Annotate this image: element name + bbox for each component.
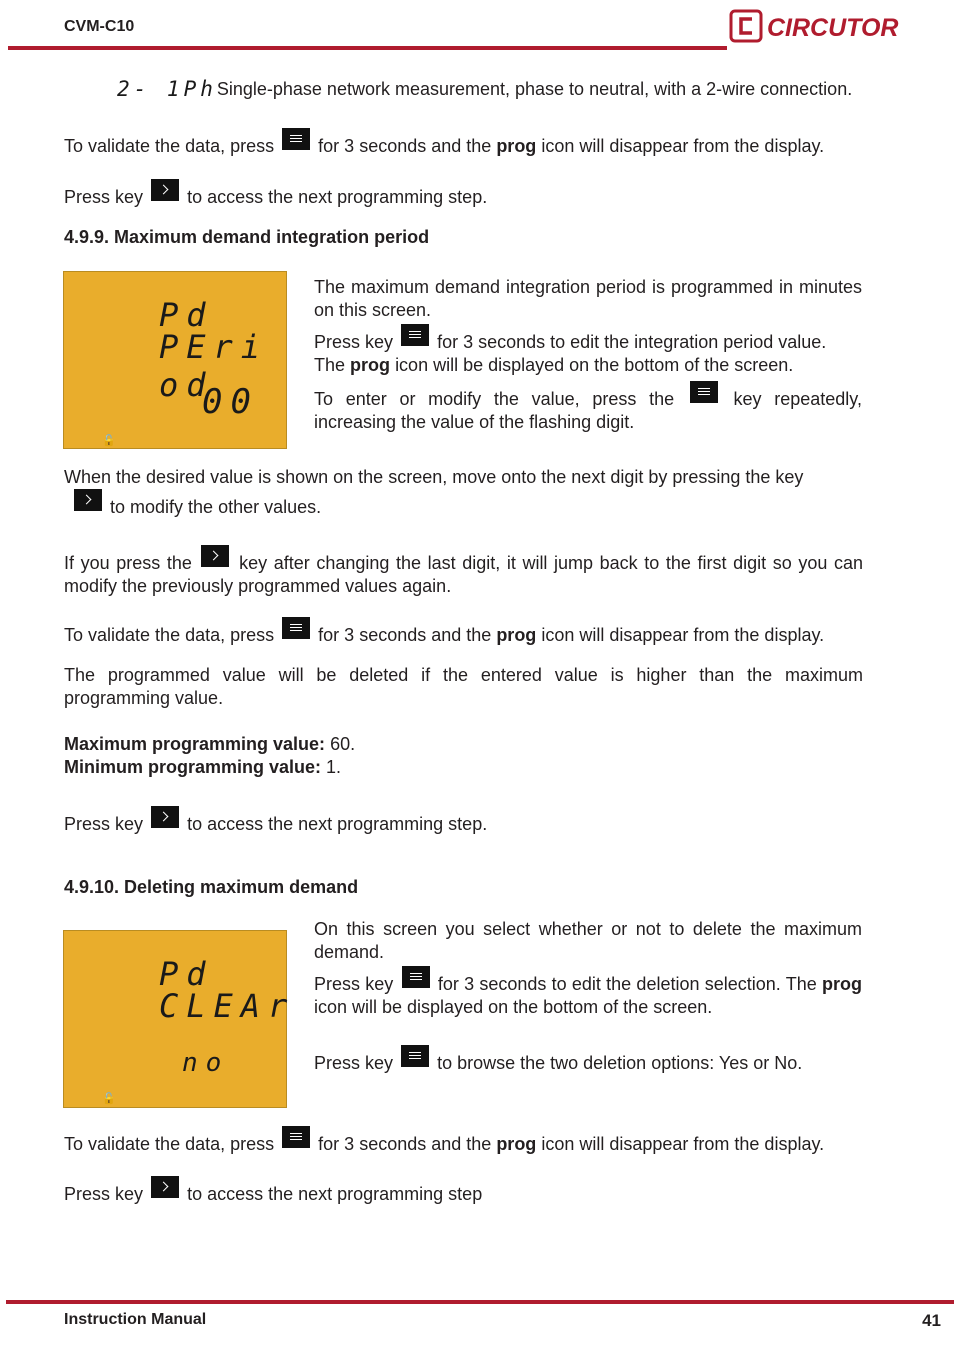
next-step-para-1: Press key to access the next programming step. [64,179,863,209]
menu-key-icon [401,1045,429,1067]
menu-key-icon [690,381,718,403]
footer-rule [6,1300,954,1304]
s9910-right-text: On this screen you select whether or not to delete the maximum demand. Press key for 3 seconds to edit the deletion selection. The prog icon will be displayed on the bottom of the screen. Press key to browse the two deletion options: Yes or No. [314,919,862,1073]
lcd-line-2: CLEAr [159,987,296,1025]
menu-key-icon [282,1126,310,1148]
page-number: 41 [922,1311,941,1330]
next-key-icon [151,806,179,828]
next-key-icon [151,1176,179,1198]
circutor-logo [729,8,909,46]
connection-display: 2- 1Ph [117,77,217,101]
max-value-line: Maximum programming value: 60. [64,734,356,754]
lcd-value: no [182,1048,230,1078]
header-rule [8,46,727,50]
validate-para-2: To validate the data, press for 3 seconds and the prog icon will disappear from the display. [64,617,863,647]
footer-manual-title: Instruction Manual [64,1311,207,1328]
s999-right-text: The maximum demand integration period is programmed in minutes on this screen. Press key for 3 seconds to edit the integration period value. The prog icon will be displayed on the bottom of the screen. To enter or modify the value, press the key repeatedly, increasing the value of the flashing digit. [314,277,862,432]
next-key-icon [74,489,102,511]
section-heading-4-9-10: 4.9.10. Deleting maximum demand [64,877,359,897]
next-key-icon [151,179,179,201]
lcd-display-pd-period [63,271,287,449]
lock-icon: 🔓 [102,435,116,447]
validate-para-1: To validate the data, press for 3 seconds and the prog icon will disappear from the display. [64,128,863,158]
menu-key-icon [282,128,310,150]
lcd-value: 00 [202,382,259,422]
next-key-icon [201,545,229,567]
lcd-display-pd-clear [63,930,296,1108]
connection-line [117,78,877,101]
lcd-line-2: PEri od [159,328,269,404]
lcd-line-1: Pd [159,296,214,334]
brand-name: CIRCUTOR [767,14,899,42]
s999-after-1: When the desired value is shown on the screen, move onto the next digit by pressing the key to modify the other values. [64,467,804,517]
lock-icon: 🔓 [102,1093,116,1105]
validate-para-3: To validate the data, press for 3 seconds and the prog icon will disappear from the display. [64,1126,863,1156]
s999-after-2: If you press the key after changing the last digit, it will jump back to the first digit so you can modify the previously programmed values again. [64,545,863,598]
next-step-para-2: Press key to access the next programming step. [64,806,863,836]
section-heading-4-9-9: 4.9.9. Maximum demand integration period [64,227,430,247]
deleted-note: The programmed value will be deleted if the entered value is higher than the maximum programming value. [64,665,863,708]
menu-key-icon [402,966,430,988]
min-value-line: Minimum programming value: 1. [64,757,342,777]
connection-text: Single-phase network measurement, phase to neutral, with a 2-wire connection. [216,79,853,99]
document-model: CVM-C10 [64,18,135,35]
lcd-line-1: Pd [159,955,214,993]
menu-key-icon [401,324,429,346]
next-step-para-3: Press key to access the next programming step [64,1176,863,1206]
menu-key-icon [282,617,310,639]
